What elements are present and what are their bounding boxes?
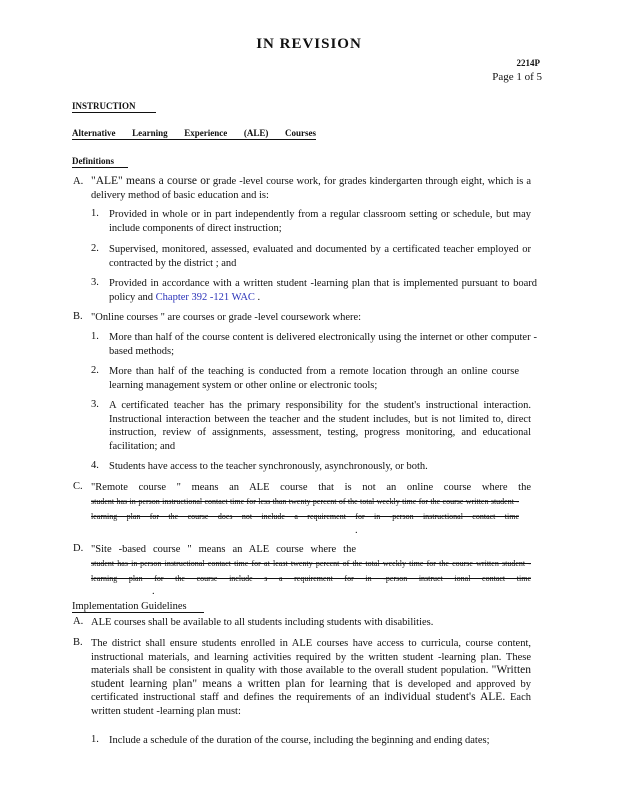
definition-a-term: "ALE" means a course or bbox=[91, 175, 210, 187]
definition-d-label: D. bbox=[73, 543, 84, 554]
definition-a-item-3: Provided in accordance with a written student -learning plan that is implemented pursuant to board policy and Chapter 392 -121 WAC . bbox=[109, 278, 537, 303]
list-item-number: 3. bbox=[91, 399, 99, 410]
subtitle-word: Experience bbox=[184, 128, 228, 138]
definition-c-intro: "Remote course " means an ALE course that is not an online course where the bbox=[91, 482, 531, 493]
document-status-title: IN REVISION bbox=[256, 36, 362, 52]
definition-b-text: "Online courses " are courses or grade -level coursework where: bbox=[91, 312, 362, 323]
definition-b-item-1: More than half of the course content is delivered electronically using the internet or other computer -based methods; bbox=[109, 332, 537, 357]
subtitle-word: Alternative bbox=[72, 128, 116, 138]
subtitle-word: Courses bbox=[285, 128, 316, 138]
individual-ale-phrase: individual student's ALE. bbox=[384, 691, 506, 703]
definition-c-struck-text: student has in-person instructional contact time for less than twenty percent of the total weekly time for the course written student -learning plan for the course does not include a requirement for in -person instructional contact time bbox=[91, 497, 519, 521]
list-item-number: 4. bbox=[91, 460, 99, 471]
definitions-heading: Definitions bbox=[72, 156, 128, 168]
definition-c-end: . bbox=[355, 525, 358, 536]
subtitle-word: Learning bbox=[132, 128, 168, 138]
definition-b-label: B. bbox=[73, 311, 83, 322]
list-item-number: 2. bbox=[91, 365, 99, 376]
wac-chapter-link[interactable]: Chapter 392 -121 WAC bbox=[155, 291, 255, 303]
definition-b-item-4: Students have access to the teacher synchronously, asynchronously, or both. bbox=[109, 461, 428, 472]
definition-a-text: "ALE" means a course or grade -level course work, for grades kindergarten through eight, which is a delivery method of basic education and is: bbox=[91, 175, 531, 201]
subtitle-word: (ALE) bbox=[243, 128, 269, 138]
definition-a-item-1: Provided in whole or in part independently from a regular classroom setting or schedule, but may include components of direct instruction; bbox=[109, 209, 531, 234]
definition-a-item-2: Supervised, monitored, assessed, evaluated and documented by a certificated teacher employed or contracted by the district ; and bbox=[109, 244, 531, 269]
implementation-b-label: B. bbox=[73, 637, 83, 648]
implementation-heading: Implementation Guidelines bbox=[72, 601, 204, 613]
implementation-b-text: The district shall ensure students enrolled in ALE courses have access to curricula, course content, instructional materials, and learning activities required by the written student -learning plan. These materials shall be consistent in quality with those available to the overall student population. "Written student learning plan" means a written plan for learning that is developed and approved by certificated instructional staff and defines the requirements of an individual student's ALE. Each written student -learning plan must: bbox=[91, 638, 531, 717]
document-number: 2214P bbox=[516, 58, 540, 68]
policy-subtitle bbox=[72, 128, 316, 140]
list-item-number: 1. bbox=[91, 734, 99, 745]
written-plan-definition: "Written student learning plan" means a written plan for learning that is bbox=[91, 664, 531, 690]
implementation-a-label: A. bbox=[73, 616, 84, 627]
implementation-b-item-1: Include a schedule of the duration of the course, including the beginning and ending dates; bbox=[109, 735, 490, 746]
section-heading-instruction: INSTRUCTION bbox=[72, 101, 156, 113]
list-item-number: 1. bbox=[91, 331, 99, 342]
definition-c-label: C. bbox=[73, 481, 83, 492]
implementation-a-text: ALE courses shall be available to all students including students with disabilities. bbox=[91, 617, 434, 628]
list-item-number: 1. bbox=[91, 208, 99, 219]
definition-b-item-3: A certificated teacher has the primary responsibility for the student's instructional interaction. Instructional interaction between the teacher and the student includes, but is not limited to, direct instruction, review of assignments, assessment, testing, progress monitoring, and educational facilitation; and bbox=[109, 400, 531, 452]
definition-d-intro: "Site -based course " means an ALE course where the bbox=[91, 544, 356, 555]
definition-d-struck-text: student has in-person instructional contact time for at least twenty percent of the total weekly time for the course written student -learning plan for the course include s a requirement for in -person instruct ional contact time bbox=[91, 559, 531, 583]
page-indicator: Page 1 of 5 bbox=[492, 71, 542, 83]
list-item-number: 3. bbox=[91, 277, 99, 288]
list-item-number: 2. bbox=[91, 243, 99, 254]
definition-b-item-2: More than half of the teaching is conducted from a remote location through an online course learning management system or other online or electronic tools; bbox=[109, 366, 519, 391]
definition-d-end: . bbox=[152, 586, 155, 597]
definition-a-label: A. bbox=[73, 176, 84, 187]
